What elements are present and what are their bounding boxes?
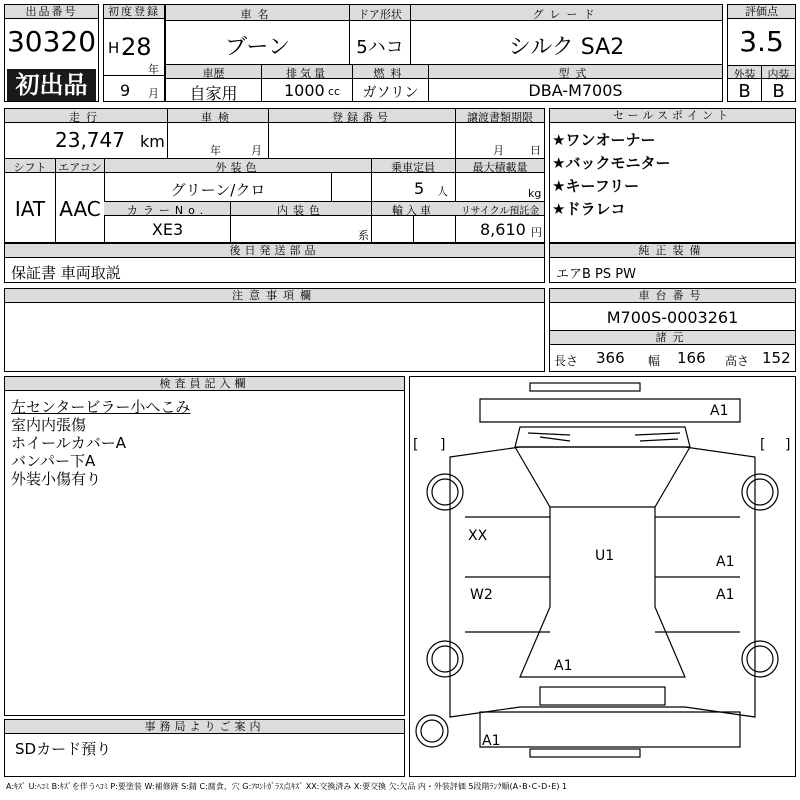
later-parts-box bbox=[4, 243, 545, 283]
diagram-mark: A1 bbox=[482, 733, 501, 749]
interior-score: B bbox=[772, 81, 785, 102]
diagram-mark: XX bbox=[468, 528, 488, 544]
inspector-line: バンパー下A bbox=[11, 452, 96, 470]
max-load-label: 最大積載量 bbox=[472, 161, 528, 174]
details-box bbox=[4, 108, 545, 243]
grade-label: グレード bbox=[532, 8, 601, 21]
legend: A:ｷｽﾞ U:ﾍｺﾐ B:ｷｽﾞを伴うﾍｺﾐ P:要塗装 W:補修跡 S:錆 C:腐食、穴 G:ﾌﾛﾝﾄｶﾞﾗｽ点ｷｽﾞ XX:交換済み X:要交換 欠:欠品 内・外装評価 5段階ﾗﾝｸ順(A･B･C･D･E) 1 bbox=[6, 782, 568, 791]
door-value: 5ハコ bbox=[356, 37, 404, 58]
history-label: 車歴 bbox=[202, 67, 225, 80]
transfer-month-unit: 月 bbox=[493, 144, 504, 157]
inspection-month-unit: 月 bbox=[251, 144, 262, 157]
later-parts-value: 保証書 車両取説 bbox=[11, 264, 121, 282]
sales-points-label: セールスポイント bbox=[550, 109, 795, 123]
mileage-label: 走行 bbox=[69, 111, 103, 124]
height-value: 152 bbox=[762, 349, 791, 367]
capacity-unit: 人 bbox=[437, 185, 448, 198]
office-value: SDカード預り bbox=[15, 740, 112, 758]
transfer-doc-label: 譲渡書類期限 bbox=[467, 111, 533, 124]
length-label: 長さ bbox=[554, 354, 579, 368]
inspector-label: 検査員記入欄 bbox=[5, 377, 404, 391]
sales-point-item: ★ワンオーナー bbox=[552, 131, 656, 149]
first-reg-month-unit: 月 bbox=[148, 87, 159, 100]
diagram-mark: A1 bbox=[716, 554, 735, 570]
chassis-value: M700S-0003261 bbox=[606, 308, 739, 327]
dimensions-label: 諸元 bbox=[550, 331, 795, 345]
first-reg-month: 9 bbox=[120, 81, 131, 100]
height-label: 高さ bbox=[725, 354, 750, 368]
notes-box bbox=[4, 288, 545, 372]
lot-label: 出品番号 bbox=[5, 5, 98, 19]
mileage-unit: km bbox=[140, 132, 165, 151]
interior-color-unit: 系 bbox=[358, 229, 369, 242]
chassis-label: 車台番号 bbox=[550, 289, 795, 303]
length-value: 366 bbox=[596, 349, 625, 367]
lot-box bbox=[4, 4, 99, 102]
sales-points-box bbox=[549, 108, 796, 243]
notes-label: 注意事項欄 bbox=[5, 289, 544, 303]
max-load-unit: kg bbox=[528, 187, 542, 200]
svg-text:[: [ bbox=[760, 437, 766, 453]
fuel-value: ガソリン bbox=[362, 85, 419, 101]
history-value: 自家用 bbox=[189, 84, 238, 103]
later-parts-label: 後日発送部品 bbox=[5, 244, 544, 258]
exterior-color-value: グリーン/クロ bbox=[170, 181, 266, 199]
interior-color-label: 内装色 bbox=[277, 204, 325, 217]
inspector-line: 左センタービラー小へこみ bbox=[11, 398, 191, 416]
first-reg-box bbox=[103, 4, 165, 102]
sales-point-item: ★ドラレコ bbox=[552, 200, 626, 218]
inspection-year-unit: 年 bbox=[210, 144, 221, 157]
exterior-score: B bbox=[738, 81, 751, 102]
import-label: 輸入車 bbox=[392, 204, 434, 217]
interior-score-label: 内装 bbox=[767, 68, 790, 81]
sales-point-item: ★キーフリー bbox=[552, 177, 640, 195]
first-listing-badge: 初出品 bbox=[7, 69, 96, 101]
first-reg-year-unit: 年 bbox=[148, 63, 159, 76]
shift-value: IAT bbox=[14, 197, 46, 221]
capacity-label: 乗車定員 bbox=[391, 161, 435, 174]
grade-value: シルク SA2 bbox=[508, 35, 625, 60]
diagram-mark: U1 bbox=[595, 548, 615, 564]
car-name-value: ブーン bbox=[225, 35, 290, 60]
color-no-value: XE3 bbox=[151, 220, 184, 239]
vehicle-info-box bbox=[165, 4, 723, 102]
first-reg-era: H bbox=[108, 39, 120, 57]
damage-diagram bbox=[409, 376, 796, 777]
first-reg-label: 初度登録 bbox=[104, 5, 164, 19]
mileage-value: 23,747 bbox=[55, 128, 125, 152]
equipment-box bbox=[549, 243, 796, 283]
first-reg-year: 28 bbox=[121, 33, 152, 61]
registration-label: 登録番号 bbox=[332, 111, 392, 124]
inspector-box bbox=[4, 376, 405, 716]
aircon-value: AAC bbox=[59, 197, 101, 221]
lot-number: 30320 bbox=[6, 25, 97, 58]
chassis-box bbox=[549, 288, 796, 372]
model-code-label: 型式 bbox=[558, 67, 593, 80]
recycle-value: 8,610 bbox=[480, 220, 526, 239]
inspector-line: 室内内張傷 bbox=[11, 416, 87, 434]
equipment-label: 純正装備 bbox=[550, 244, 795, 258]
inspection-label: 車検 bbox=[201, 111, 235, 124]
car-name-label: 車名 bbox=[240, 8, 275, 21]
displacement-unit: cc bbox=[328, 85, 341, 98]
recycle-unit: 円 bbox=[531, 226, 542, 239]
score-label: 評価点 bbox=[728, 5, 795, 19]
diagram-mark: W2 bbox=[470, 587, 493, 603]
width-value: 166 bbox=[677, 349, 706, 367]
score-box bbox=[727, 4, 796, 102]
shift-label: シフト bbox=[13, 161, 47, 174]
svg-text:[: [ bbox=[413, 437, 419, 453]
displacement-label: 排気量 bbox=[286, 67, 328, 80]
color-no-label: カラーNo. bbox=[126, 204, 209, 217]
width-label: 幅 bbox=[648, 354, 661, 368]
inspector-line: 外装小傷有り bbox=[11, 470, 102, 488]
diagram-mark: A1 bbox=[710, 403, 729, 419]
fuel-label: 燃料 bbox=[373, 67, 408, 80]
diagram-mark: A1 bbox=[554, 658, 573, 674]
car-outline bbox=[410, 377, 795, 776]
inspector-line: ホイールカバーA bbox=[11, 434, 126, 452]
score-value: 3.5 bbox=[739, 25, 784, 58]
equipment-value: エアB PS PW bbox=[556, 267, 636, 282]
door-label: ドア形状 bbox=[358, 8, 402, 21]
office-label: 事務局よりご案内 bbox=[5, 720, 404, 734]
aircon-label: エアコン bbox=[58, 161, 102, 174]
displacement-value: 1000 bbox=[284, 81, 325, 100]
diagram-mark: A1 bbox=[716, 587, 735, 603]
model-code-value: DBA-M700S bbox=[528, 81, 623, 100]
sales-point-item: ★バックモニター bbox=[552, 154, 671, 172]
exterior-score-label: 外装 bbox=[733, 68, 756, 81]
exterior-color-label: 外装色 bbox=[215, 161, 261, 174]
recycle-label: リサイクル預託金 bbox=[460, 206, 540, 217]
svg-text:]: ] bbox=[785, 437, 791, 453]
transfer-day-unit: 日 bbox=[530, 144, 541, 157]
svg-text:]: ] bbox=[440, 437, 446, 453]
office-box bbox=[4, 719, 405, 777]
capacity-value: 5 bbox=[414, 179, 425, 198]
